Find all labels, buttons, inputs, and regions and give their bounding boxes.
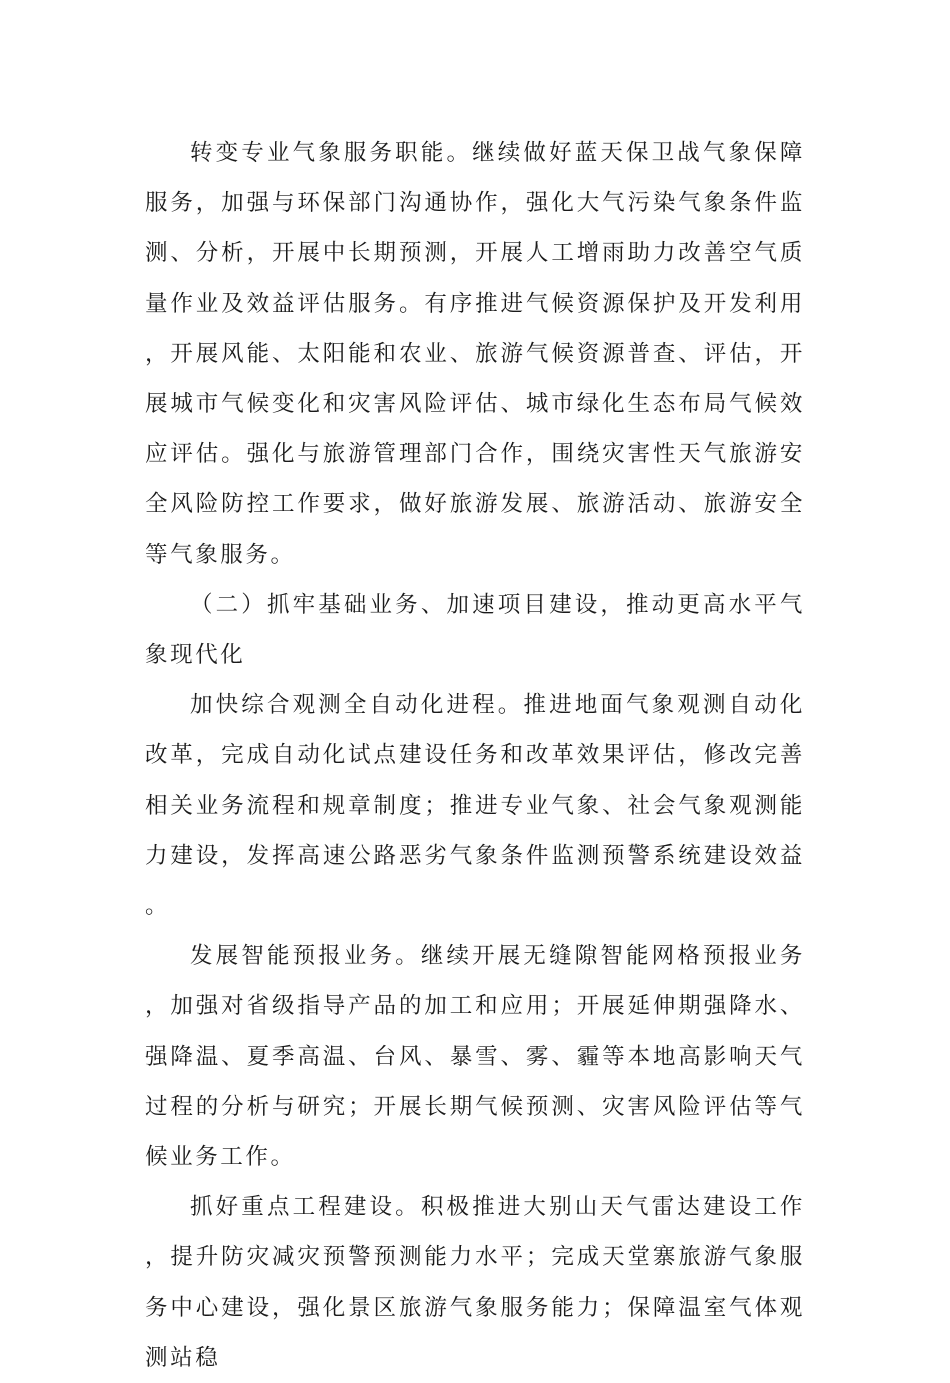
document-body — [145, 128, 805, 1383]
paragraph-professional-meteorological-service: 转变专业气象服务职能。继续做好蓝天保卫战气象保障服务，加强与环保部门沟通协作，强化大气污染气象条件监测、分析，开展中长期预测，开展人工增雨助力改善空气质量作业及效益评估服务。有序推进气候资源保护及开发利用，开展风能、太阳能和农业、旅游气候资源普查、评估，开展城市气候变化和灾害风险评估、城市绿化生态布局气候效应评估。强化与旅游管理部门合作，围绕灾害性天气旅游安全风险防控工作要求，做好旅游发展、旅游活动、旅游安全等气象服务。 — [145, 140, 805, 568]
section-heading-2: （二）抓牢基础业务、加速项目建设，推动更高水平气象现代化 — [145, 591, 805, 669]
paragraph-intelligent-forecasting: 发展智能预报业务。继续开展无缝隙智能网格预报业务，加强对省级指导产品的加工和应用；开展延伸期强降水、强降温、夏季高温、台风、暴雪、雾、霾等本地高影响天气过程的分析与研究；开展长期气候预测、灾害风险评估等气候业务工作。 — [145, 943, 805, 1171]
paragraph-key-project-construction: 抓好重点工程建设。积极推进大别山天气雷达建设工作，提升防灾减灾预警预测能力水平；完成天堂寨旅游气象服务中心建设，强化景区旅游气象服务能力；保障温室气体观测站稳 — [145, 1194, 805, 1371]
paragraph-observation-automation: 加快综合观测全自动化进程。推进地面气象观测自动化改革，完成自动化试点建设任务和改革效果评估，修改完善相关业务流程和规章制度；推进专业气象、社会气象观测能力建设，发挥高速公路恶劣气象条件监测预警系统建设效益。 — [145, 692, 805, 920]
